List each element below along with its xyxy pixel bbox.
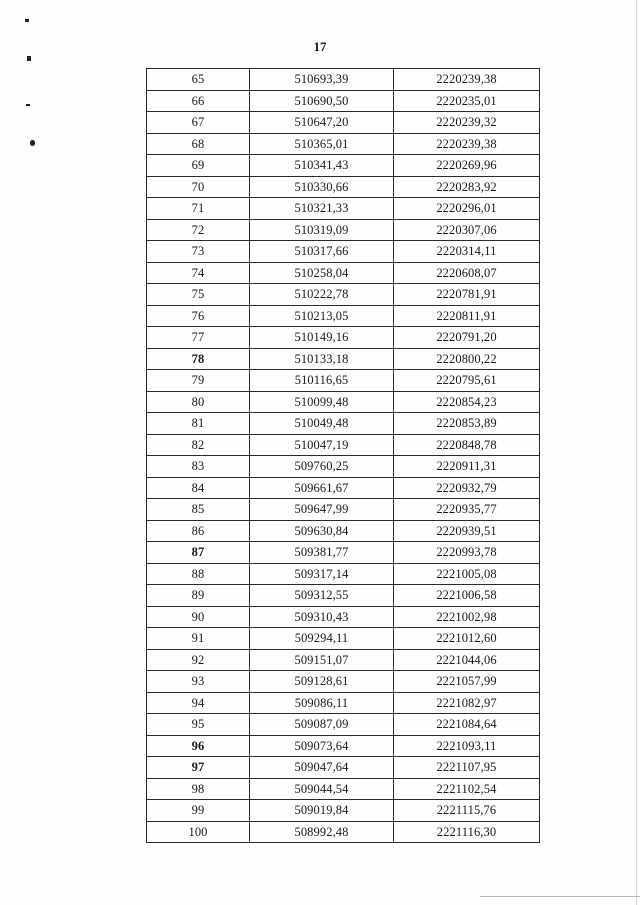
table-row [147,714,540,736]
x-coordinate-cell: 509647,99 [250,499,394,521]
point-number-cell: 76 [147,305,250,327]
x-coordinate-cell: 510149,16 [250,327,394,349]
x-coordinate-cell: 510047,19 [250,434,394,456]
table-row [147,155,540,177]
table-row [147,821,540,843]
x-coordinate-cell: 509661,67 [250,477,394,499]
point-number-cell: 66 [147,90,250,112]
table-row [147,241,540,263]
point-number-cell: 87 [147,542,250,564]
scan-speck [27,56,31,61]
x-coordinate-cell: 510099,48 [250,391,394,413]
x-coordinate-cell: 510213,05 [250,305,394,327]
y-coordinate-cell: 2221107,95 [394,757,540,779]
y-coordinate-cell: 2220911,31 [394,456,540,478]
point-number-cell: 83 [147,456,250,478]
table-row [147,628,540,650]
x-coordinate-cell: 509087,09 [250,714,394,736]
y-coordinate-cell: 2220296,01 [394,198,540,220]
point-number-cell: 67 [147,112,250,134]
page-bottom-rule [480,896,640,897]
table-row [147,735,540,757]
x-coordinate-cell: 509630,84 [250,520,394,542]
x-coordinate-cell: 509760,25 [250,456,394,478]
point-number-cell: 69 [147,155,250,177]
table-row [147,69,540,91]
point-number-cell: 75 [147,284,250,306]
scan-speck [26,104,30,106]
point-number-cell: 85 [147,499,250,521]
x-coordinate-cell: 509086,11 [250,692,394,714]
y-coordinate-cell: 2221006,58 [394,585,540,607]
point-number-cell: 71 [147,198,250,220]
y-coordinate-cell: 2221116,30 [394,821,540,843]
table-row [147,671,540,693]
table-row [147,198,540,220]
table-row [147,370,540,392]
table-row [147,649,540,671]
y-coordinate-cell: 2220239,38 [394,133,540,155]
table-row [147,90,540,112]
table-row [147,563,540,585]
x-coordinate-cell: 510330,66 [250,176,394,198]
point-number-cell: 91 [147,628,250,650]
y-coordinate-cell: 2221005,08 [394,563,540,585]
y-coordinate-cell: 2220608,07 [394,262,540,284]
table-row [147,262,540,284]
coordinates-table [146,68,540,843]
x-coordinate-cell: 510341,43 [250,155,394,177]
table-row [147,585,540,607]
y-coordinate-cell: 2220314,11 [394,241,540,263]
x-coordinate-cell: 510133,18 [250,348,394,370]
page-edge [636,0,637,905]
x-coordinate-cell: 509019,84 [250,800,394,822]
x-coordinate-cell: 509151,07 [250,649,394,671]
y-coordinate-cell: 2220848,78 [394,434,540,456]
point-number-cell: 89 [147,585,250,607]
table-row [147,133,540,155]
table-row [147,434,540,456]
point-number-cell: 65 [147,69,250,91]
point-number-cell: 94 [147,692,250,714]
point-number-cell: 73 [147,241,250,263]
table-row [147,112,540,134]
table-row [147,499,540,521]
y-coordinate-cell: 2221044,06 [394,649,540,671]
y-coordinate-cell: 2220235,01 [394,90,540,112]
point-number-cell: 93 [147,671,250,693]
x-coordinate-cell: 509381,77 [250,542,394,564]
point-number-cell: 90 [147,606,250,628]
table-row [147,542,540,564]
point-number-cell: 78 [147,348,250,370]
table-row [147,348,540,370]
x-coordinate-cell: 508992,48 [250,821,394,843]
table-row [147,800,540,822]
y-coordinate-cell: 2220269,96 [394,155,540,177]
x-coordinate-cell: 509128,61 [250,671,394,693]
point-number-cell: 98 [147,778,250,800]
table-row [147,284,540,306]
point-number-cell: 96 [147,735,250,757]
x-coordinate-cell: 509044,54 [250,778,394,800]
table-row [147,477,540,499]
point-number-cell: 100 [147,821,250,843]
x-coordinate-cell: 510319,09 [250,219,394,241]
x-coordinate-cell: 510258,04 [250,262,394,284]
y-coordinate-cell: 2220791,20 [394,327,540,349]
point-number-cell: 81 [147,413,250,435]
scan-speck [25,19,29,22]
y-coordinate-cell: 2220307,06 [394,219,540,241]
table-row [147,606,540,628]
x-coordinate-cell: 510321,33 [250,198,394,220]
point-number-cell: 79 [147,370,250,392]
table-row [147,456,540,478]
y-coordinate-cell: 2220811,91 [394,305,540,327]
table-row [147,520,540,542]
table-row [147,327,540,349]
point-number-cell: 68 [147,133,250,155]
x-coordinate-cell: 509294,11 [250,628,394,650]
y-coordinate-cell: 2221002,98 [394,606,540,628]
y-coordinate-cell: 2221082,97 [394,692,540,714]
y-coordinate-cell: 2220283,92 [394,176,540,198]
table-row [147,219,540,241]
x-coordinate-cell: 509047,64 [250,757,394,779]
x-coordinate-cell: 510317,66 [250,241,394,263]
y-coordinate-cell: 2220935,77 [394,499,540,521]
point-number-cell: 97 [147,757,250,779]
y-coordinate-cell: 2220239,38 [394,69,540,91]
x-coordinate-cell: 509310,43 [250,606,394,628]
y-coordinate-cell: 2221012,60 [394,628,540,650]
x-coordinate-cell: 510693,39 [250,69,394,91]
table-row [147,391,540,413]
y-coordinate-cell: 2221102,54 [394,778,540,800]
x-coordinate-cell: 510116,65 [250,370,394,392]
x-coordinate-cell: 510647,20 [250,112,394,134]
y-coordinate-cell: 2220800,22 [394,348,540,370]
y-coordinate-cell: 2221093,11 [394,735,540,757]
y-coordinate-cell: 2220781,91 [394,284,540,306]
point-number-cell: 72 [147,219,250,241]
table-row [147,176,540,198]
point-number-cell: 95 [147,714,250,736]
x-coordinate-cell: 510690,50 [250,90,394,112]
page-number: 17 [313,39,327,54]
point-number-cell: 74 [147,262,250,284]
y-coordinate-cell: 2220993,78 [394,542,540,564]
y-coordinate-cell: 2220939,51 [394,520,540,542]
x-coordinate-cell: 510049,48 [250,413,394,435]
coordinates-table-body [147,69,540,843]
y-coordinate-cell: 2221084,64 [394,714,540,736]
x-coordinate-cell: 509073,64 [250,735,394,757]
y-coordinate-cell: 2221057,99 [394,671,540,693]
y-coordinate-cell: 2220795,61 [394,370,540,392]
y-coordinate-cell: 2220854,23 [394,391,540,413]
point-number-cell: 99 [147,800,250,822]
y-coordinate-cell: 2221115,76 [394,800,540,822]
table-row [147,413,540,435]
table-row [147,757,540,779]
x-coordinate-cell: 509312,55 [250,585,394,607]
table-row [147,305,540,327]
point-number-cell: 82 [147,434,250,456]
table-row [147,692,540,714]
x-coordinate-cell: 510365,01 [250,133,394,155]
point-number-cell: 77 [147,327,250,349]
point-number-cell: 92 [147,649,250,671]
scan-speck [30,140,35,146]
point-number-cell: 84 [147,477,250,499]
y-coordinate-cell: 2220853,89 [394,413,540,435]
x-coordinate-cell: 509317,14 [250,563,394,585]
point-number-cell: 80 [147,391,250,413]
y-coordinate-cell: 2220932,79 [394,477,540,499]
table-row [147,778,540,800]
point-number-cell: 88 [147,563,250,585]
point-number-cell: 86 [147,520,250,542]
y-coordinate-cell: 2220239,32 [394,112,540,134]
x-coordinate-cell: 510222,78 [250,284,394,306]
point-number-cell: 70 [147,176,250,198]
